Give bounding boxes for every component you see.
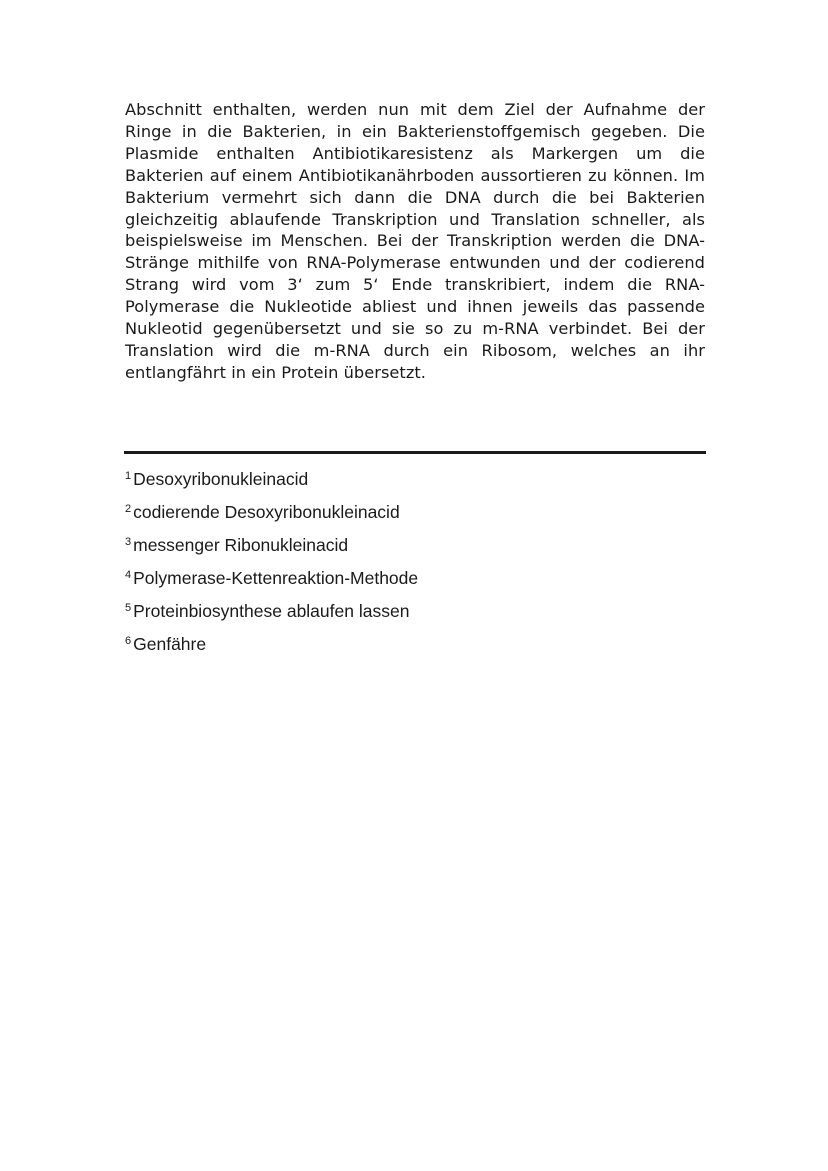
footnote-item (125, 463, 418, 496)
footnote-separator (124, 451, 706, 454)
footnote-number: 3 (125, 536, 132, 548)
footnote-number: 5 (125, 602, 132, 614)
footnote-item (125, 529, 418, 562)
footnote-number: 1 (125, 470, 132, 482)
body-paragraph: Abschnitt enthalten, werden nun mit dem Ziel der Aufnahme der Ringe in die Bakterien, in ein Bakterienstoffgemisch gegeben. Die Plasmide enthalten Antibiotikaresistenz als Markergen um die Bakterien auf einem Antibiotikanährboden aussortieren zu können. Im Bakterium vermehrt sich dann die DNA durch die bei Bakterien gleichzeitig ablaufende Transkription und Translation schneller, als beispielsweise im Menschen. Bei der Transkription werden die DNA-Stränge mithilfe von RNA-Polymerase entwunden und der codierend Strang wird vom 3‘ zum 5‘ Ende transkribiert, indem die RNA-Polymerase die Nukleotide abliest und ihnen jeweils das passende Nukleotid gegenübersetzt und sie so zu m-RNA verbindet. Bei der Translation wird die m-RNA durch ein Ribosom, welches an ihr entlangfährt in ein Protein übersetzt. (125, 100, 705, 382)
footnote-item (125, 628, 418, 661)
footnote-item (125, 595, 418, 628)
footnote-number: 4 (125, 569, 132, 581)
footnote-text: codierende Desoxyribonukleinacid (133, 502, 400, 522)
footnote-number: 2 (125, 503, 132, 515)
footnote-text: Desoxyribonukleinacid (133, 469, 309, 489)
footnote-text: Polymerase-Kettenreaktion-Methode (133, 568, 419, 588)
footnote-number: 6 (125, 635, 132, 647)
footnote-item (125, 496, 418, 529)
footnote-text: Genfähre (133, 634, 207, 654)
footnote-list (125, 463, 418, 661)
footnote-item (125, 562, 418, 595)
footnote-text: Proteinbiosynthese ablaufen lassen (133, 601, 410, 621)
footnote-text: messenger Ribonukleinacid (133, 535, 349, 555)
